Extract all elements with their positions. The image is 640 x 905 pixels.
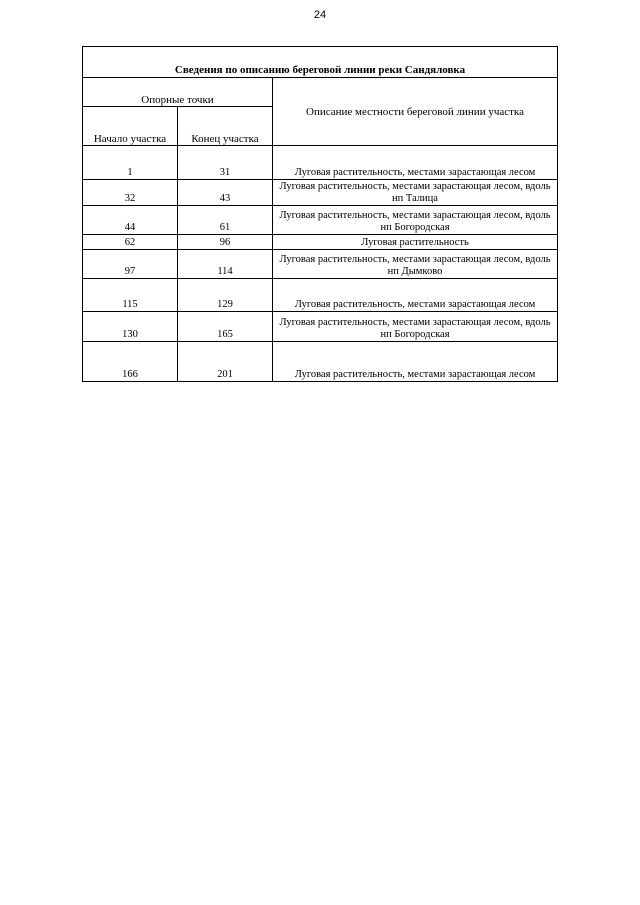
start-cell: 44 <box>83 206 178 235</box>
description-cell: Луговая растительность, местами зарастающая лесом, вдоль нп Богородская <box>273 312 558 342</box>
description-cell: Луговая растительность, местами зарастающая лесом, вдоль нп Богородская <box>273 206 558 235</box>
start-header: Начало участка <box>83 107 178 146</box>
end-cell: 201 <box>178 342 273 382</box>
page-number: 24 <box>313 9 327 21</box>
end-cell: 165 <box>178 312 273 342</box>
table-row <box>83 342 558 382</box>
table-title-row <box>83 47 558 78</box>
reference-points-header: Опорные точки <box>83 78 273 107</box>
description-cell: Луговая растительность, местами зарастающая лесом, вдоль нп Дымково <box>273 250 558 279</box>
start-cell: 1 <box>83 146 178 180</box>
end-cell: 129 <box>178 279 273 312</box>
end-cell: 96 <box>178 235 273 250</box>
table-row <box>83 235 558 250</box>
description-cell: Луговая растительность <box>273 235 558 250</box>
table-row <box>83 206 558 235</box>
end-cell: 114 <box>178 250 273 279</box>
table-row <box>83 146 558 180</box>
start-cell: 97 <box>83 250 178 279</box>
description-cell: Луговая растительность, местами зарастающая лесом <box>273 342 558 382</box>
end-header: Конец участка <box>178 107 273 146</box>
end-cell: 31 <box>178 146 273 180</box>
table-title: Сведения по описанию береговой линии реки Сандяловка <box>83 47 558 78</box>
end-cell: 43 <box>178 180 273 206</box>
table-row <box>83 250 558 279</box>
start-cell: 32 <box>83 180 178 206</box>
shoreline-table <box>82 46 558 382</box>
description-cell: Луговая растительность, местами зарастающая лесом <box>273 146 558 180</box>
table-row <box>83 180 558 206</box>
start-cell: 62 <box>83 235 178 250</box>
header-row <box>83 78 558 107</box>
end-cell: 61 <box>178 206 273 235</box>
table-row <box>83 312 558 342</box>
start-cell: 130 <box>83 312 178 342</box>
description-cell: Луговая растительность, местами зарастающая лесом <box>273 279 558 312</box>
start-cell: 166 <box>83 342 178 382</box>
description-header: Описание местности береговой линии участка <box>273 78 558 146</box>
table-row <box>83 279 558 312</box>
start-cell: 115 <box>83 279 178 312</box>
description-cell: Луговая растительность, местами зарастающая лесом, вдоль нп Талица <box>273 180 558 206</box>
